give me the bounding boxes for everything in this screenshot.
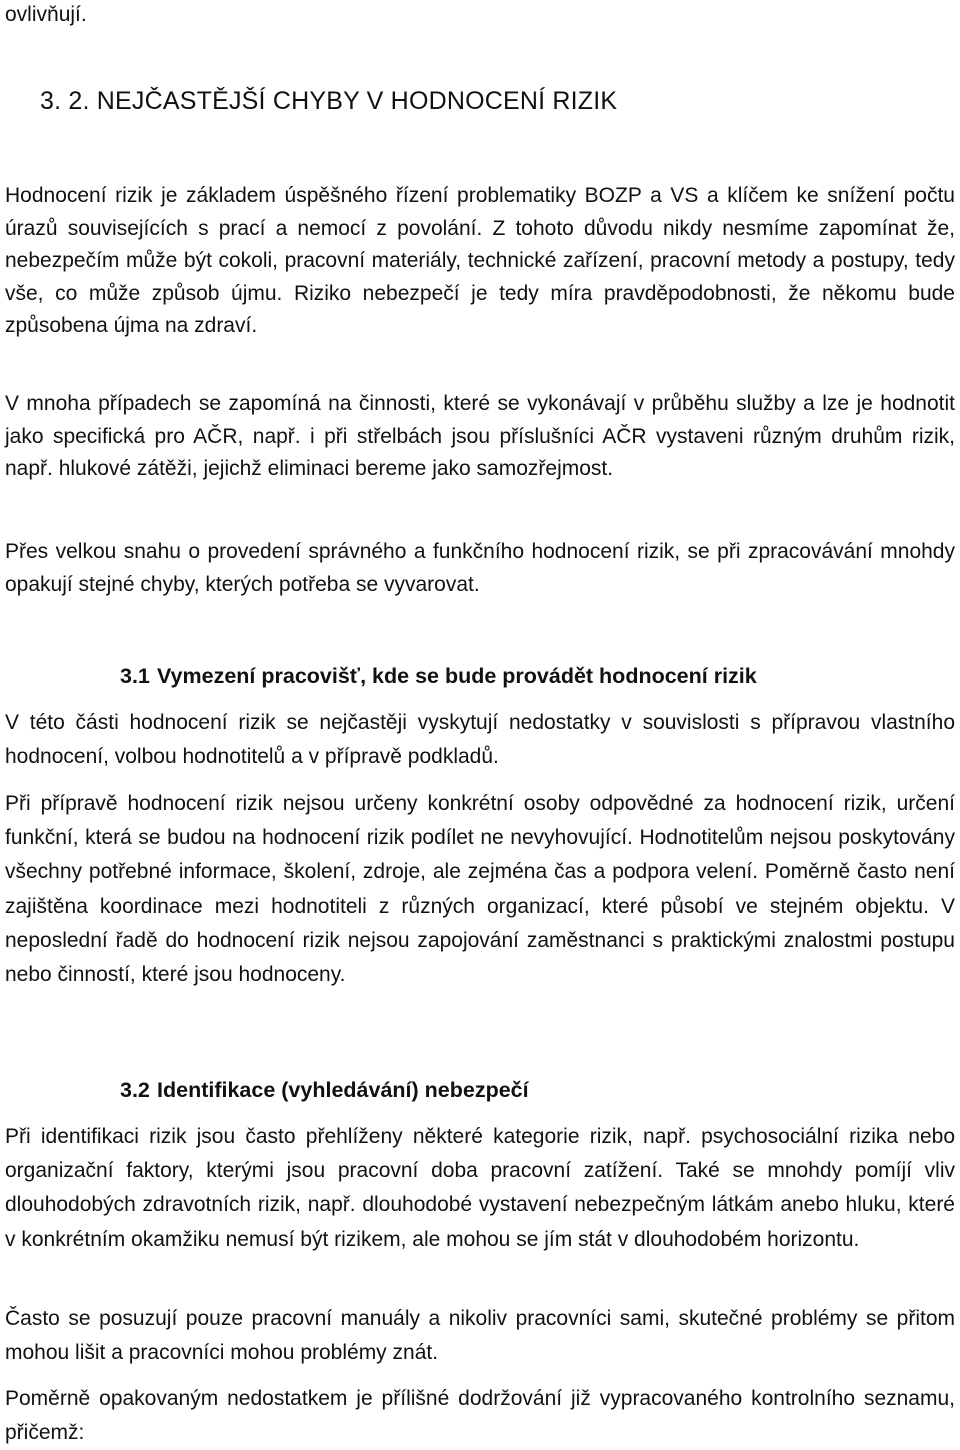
chapter-heading: 3. 2. NEJČASTĚJŠÍ CHYBY V HODNOCENÍ RIZIK	[40, 87, 618, 115]
section-3-2-paragraph-2: Často se posuzují pouze pracovní manuály a nikoliv pracovníci sami, skutečné problémy se přitom mohou lišit a pracovníci mohou problémy znát.	[5, 1307, 955, 1365]
section-3-1-paragraph-2: Při přípravě hodnocení rizik nejsou určeny konkrétní osoby odpovědné za hodnocení rizik, určení funkční, která se budou na hodnocení rizik podílet ne nevyhovující. Hodnotitelům nejsou poskytovány všechny potřebné informace, školení, zdroje, ale zejména čas a podpora velení. Poměrně často není zajištěna koordinace mezi hodnotiteli z různých organizací, které působí ve stejném objektu. V neposlední řadě do hodnocení rizik nejsou zapojování zaměstnanci s praktickými znalostmi postupu nebo činností, které jsou hodnoceny.	[5, 792, 955, 987]
intro-paragraph-2: V mnoha případech se zapomíná na činnosti, které se vykonávají v průběhu služby a lze je hodnotit jako specifická pro AČR, např. i při střelbách jsou příslušníci AČR vystaveni různým druhům rizik, např. hlukové zátěži, jejichž eliminaci bereme jako samozřejmost.	[5, 392, 955, 481]
section-3-1-paragraph-1: V této části hodnocení rizik se nejčastěji vyskytují nedostatky v souvislosti s přípravou vlastního hodnocení, volbou hodnotitelů a v přípravě podkladů.	[5, 711, 955, 769]
intro-paragraph-3: Přes velkou snahu o provedení správného a funkčního hodnocení rizik, se při zpracovávání mnohdy opakují stejné chyby, kterých potřeba se vyvarovat.	[5, 540, 955, 596]
section-3-2-paragraph-1: Při identifikaci rizik jsou často přehlíženy některé kategorie rizik, např. psychosociální rizika nebo organizační faktory, kterými jsou pracovní doba pracovní zatížení. Také se mnohdy pomíjí vliv dlouhodobých zdravotních rizik, např. dlouhodobé vystavení nebezpečným látkám anebo hluku, které v konkrétním okamžiku nemusí být rizikem, ale mohou se jím stát v dlouhodobém horizontu.	[5, 1125, 955, 1251]
section-number: 3.1	[120, 664, 150, 688]
section-heading-3-1	[120, 660, 757, 692]
section-title: Identifikace (vyhledávání) nebezpečí	[157, 1078, 529, 1102]
section-number: 3.2	[120, 1078, 150, 1102]
continued-text-fragment: ovlivňují.	[5, 3, 87, 26]
section-heading-3-2	[120, 1074, 529, 1106]
section-title: Vymezení pracovišť, kde se bude provádět hodnocení rizik	[157, 664, 757, 688]
intro-paragraph-1: Hodnocení rizik je základem úspěšného řízení problematiky BOZP a VS a klíčem ke snížení počtu úrazů souvisejících s prací a nemocí z povolání. Z tohoto důvodu nikdy nesmíme zapomínat že, nebezpečím může být cokoli, pracovní materiály, technické zařízení, pracovní metody a postupy, tedy vše, co může způsob újmu. Riziko nebezpečí je tedy míra pravděpodobnosti, že někomu bude způsobena újma na zdraví.	[5, 184, 955, 338]
section-3-2-paragraph-3: Poměrně opakovaným nedostatkem je přílišné dodržování již vypracovaného kontrolního seznamu, přičemž:	[5, 1387, 955, 1445]
